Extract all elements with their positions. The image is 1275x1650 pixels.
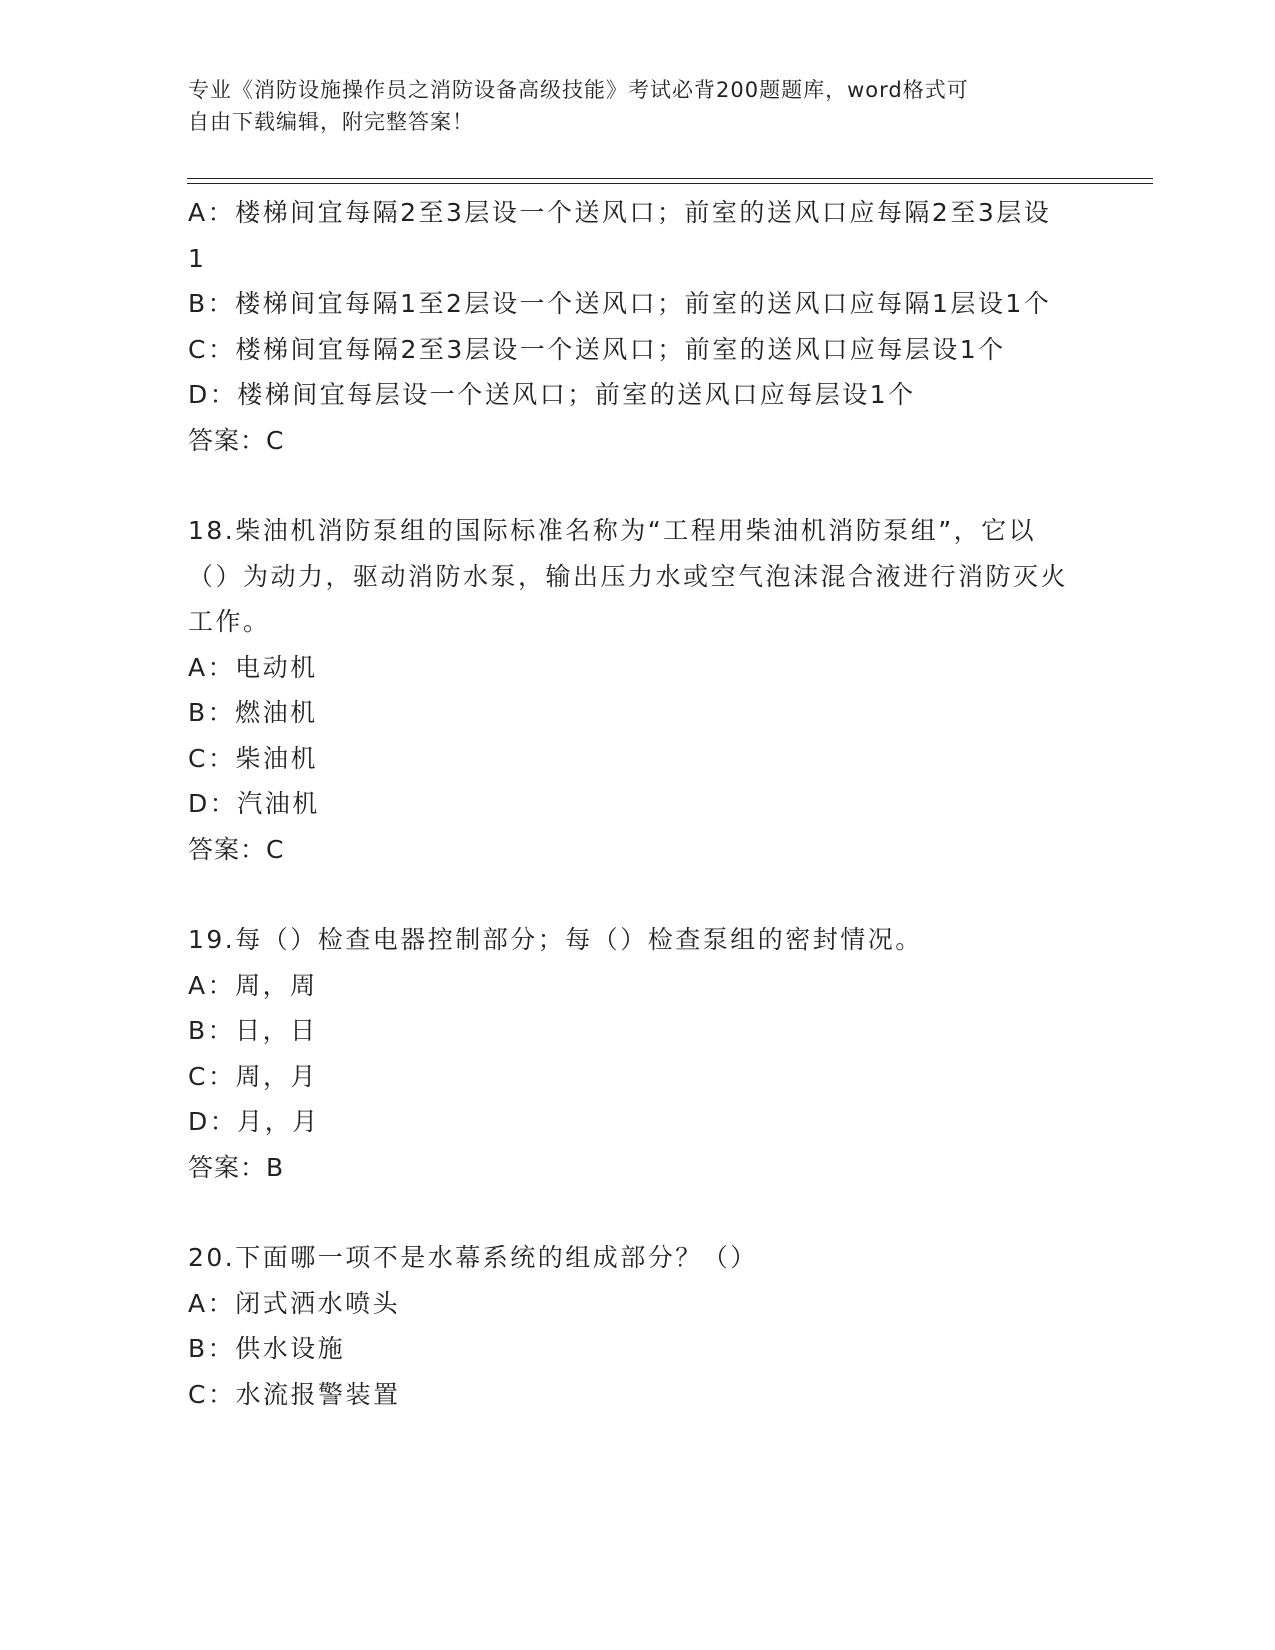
question-20-option-c: C：水流报警装置 bbox=[188, 1379, 401, 1409]
question-17-option-a: A：楼梯间宜每隔2至3层设一个送风口；前室的送风口应每隔2至3层设1 bbox=[188, 198, 1052, 273]
question-19-stem: 19.每（）检查电器控制部分；每（）检查泵组的密封情况。 bbox=[188, 925, 923, 954]
header-rule-bottom bbox=[187, 183, 1153, 184]
question-17-option-b: B：楼梯间宜每隔1至2层设一个送风口；前室的送风口应每隔1层设1个 bbox=[188, 289, 1052, 318]
header-rule-top bbox=[187, 178, 1153, 179]
question-18-stem: 18.柴油机消防泵组的国际标准名称为“工程用柴油机消防泵组”，它以（）为动力，驱动消防水泵，输出压力水或空气泡沫混合液进行消防灭火工作。 bbox=[188, 516, 1069, 636]
question-18 bbox=[188, 508, 1088, 872]
header-line-1: 专业《消防设施操作员之消防设备高级技能》考试必背200题题库，word格式可 bbox=[188, 78, 969, 102]
question-18-option-b: B：燃油机 bbox=[188, 698, 318, 727]
document-header bbox=[188, 74, 1068, 138]
question-20 bbox=[188, 1235, 1088, 1417]
header-line-2: 自由下载编辑，附完整答案！ bbox=[188, 110, 474, 134]
question-17-answer: 答案：C bbox=[188, 425, 285, 455]
question-list bbox=[188, 190, 1088, 1417]
question-19-option-d: D：月，月 bbox=[188, 1107, 320, 1136]
question-18-answer: 答案：C bbox=[188, 834, 285, 864]
question-19-option-c: C：周，月 bbox=[188, 1061, 318, 1091]
question-18-option-c: C：柴油机 bbox=[188, 743, 318, 773]
question-19-option-a: A：周，周 bbox=[188, 970, 318, 1000]
question-20-option-a: A：闭式洒水喷头 bbox=[188, 1288, 401, 1318]
question-20-stem: 20.下面哪一项不是水幕系统的组成部分？（） bbox=[188, 1243, 758, 1272]
spacer bbox=[188, 463, 1088, 508]
question-17-option-c: C：楼梯间宜每隔2至3层设一个送风口；前室的送风口应每层设1个 bbox=[188, 334, 1006, 364]
question-19-option-b: B：日，日 bbox=[188, 1016, 318, 1045]
question-20-option-b: B：供水设施 bbox=[188, 1334, 346, 1363]
question-18-option-d: D：汽油机 bbox=[188, 789, 320, 818]
question-18-option-a: A：电动机 bbox=[188, 652, 318, 682]
spacer bbox=[188, 1190, 1088, 1235]
question-17 bbox=[188, 190, 1088, 463]
spacer bbox=[188, 872, 1088, 917]
question-19-answer: 答案：B bbox=[188, 1152, 285, 1182]
question-17-option-d: D：楼梯间宜每层设一个送风口；前室的送风口应每层设1个 bbox=[188, 380, 916, 409]
question-19 bbox=[188, 917, 1088, 1190]
